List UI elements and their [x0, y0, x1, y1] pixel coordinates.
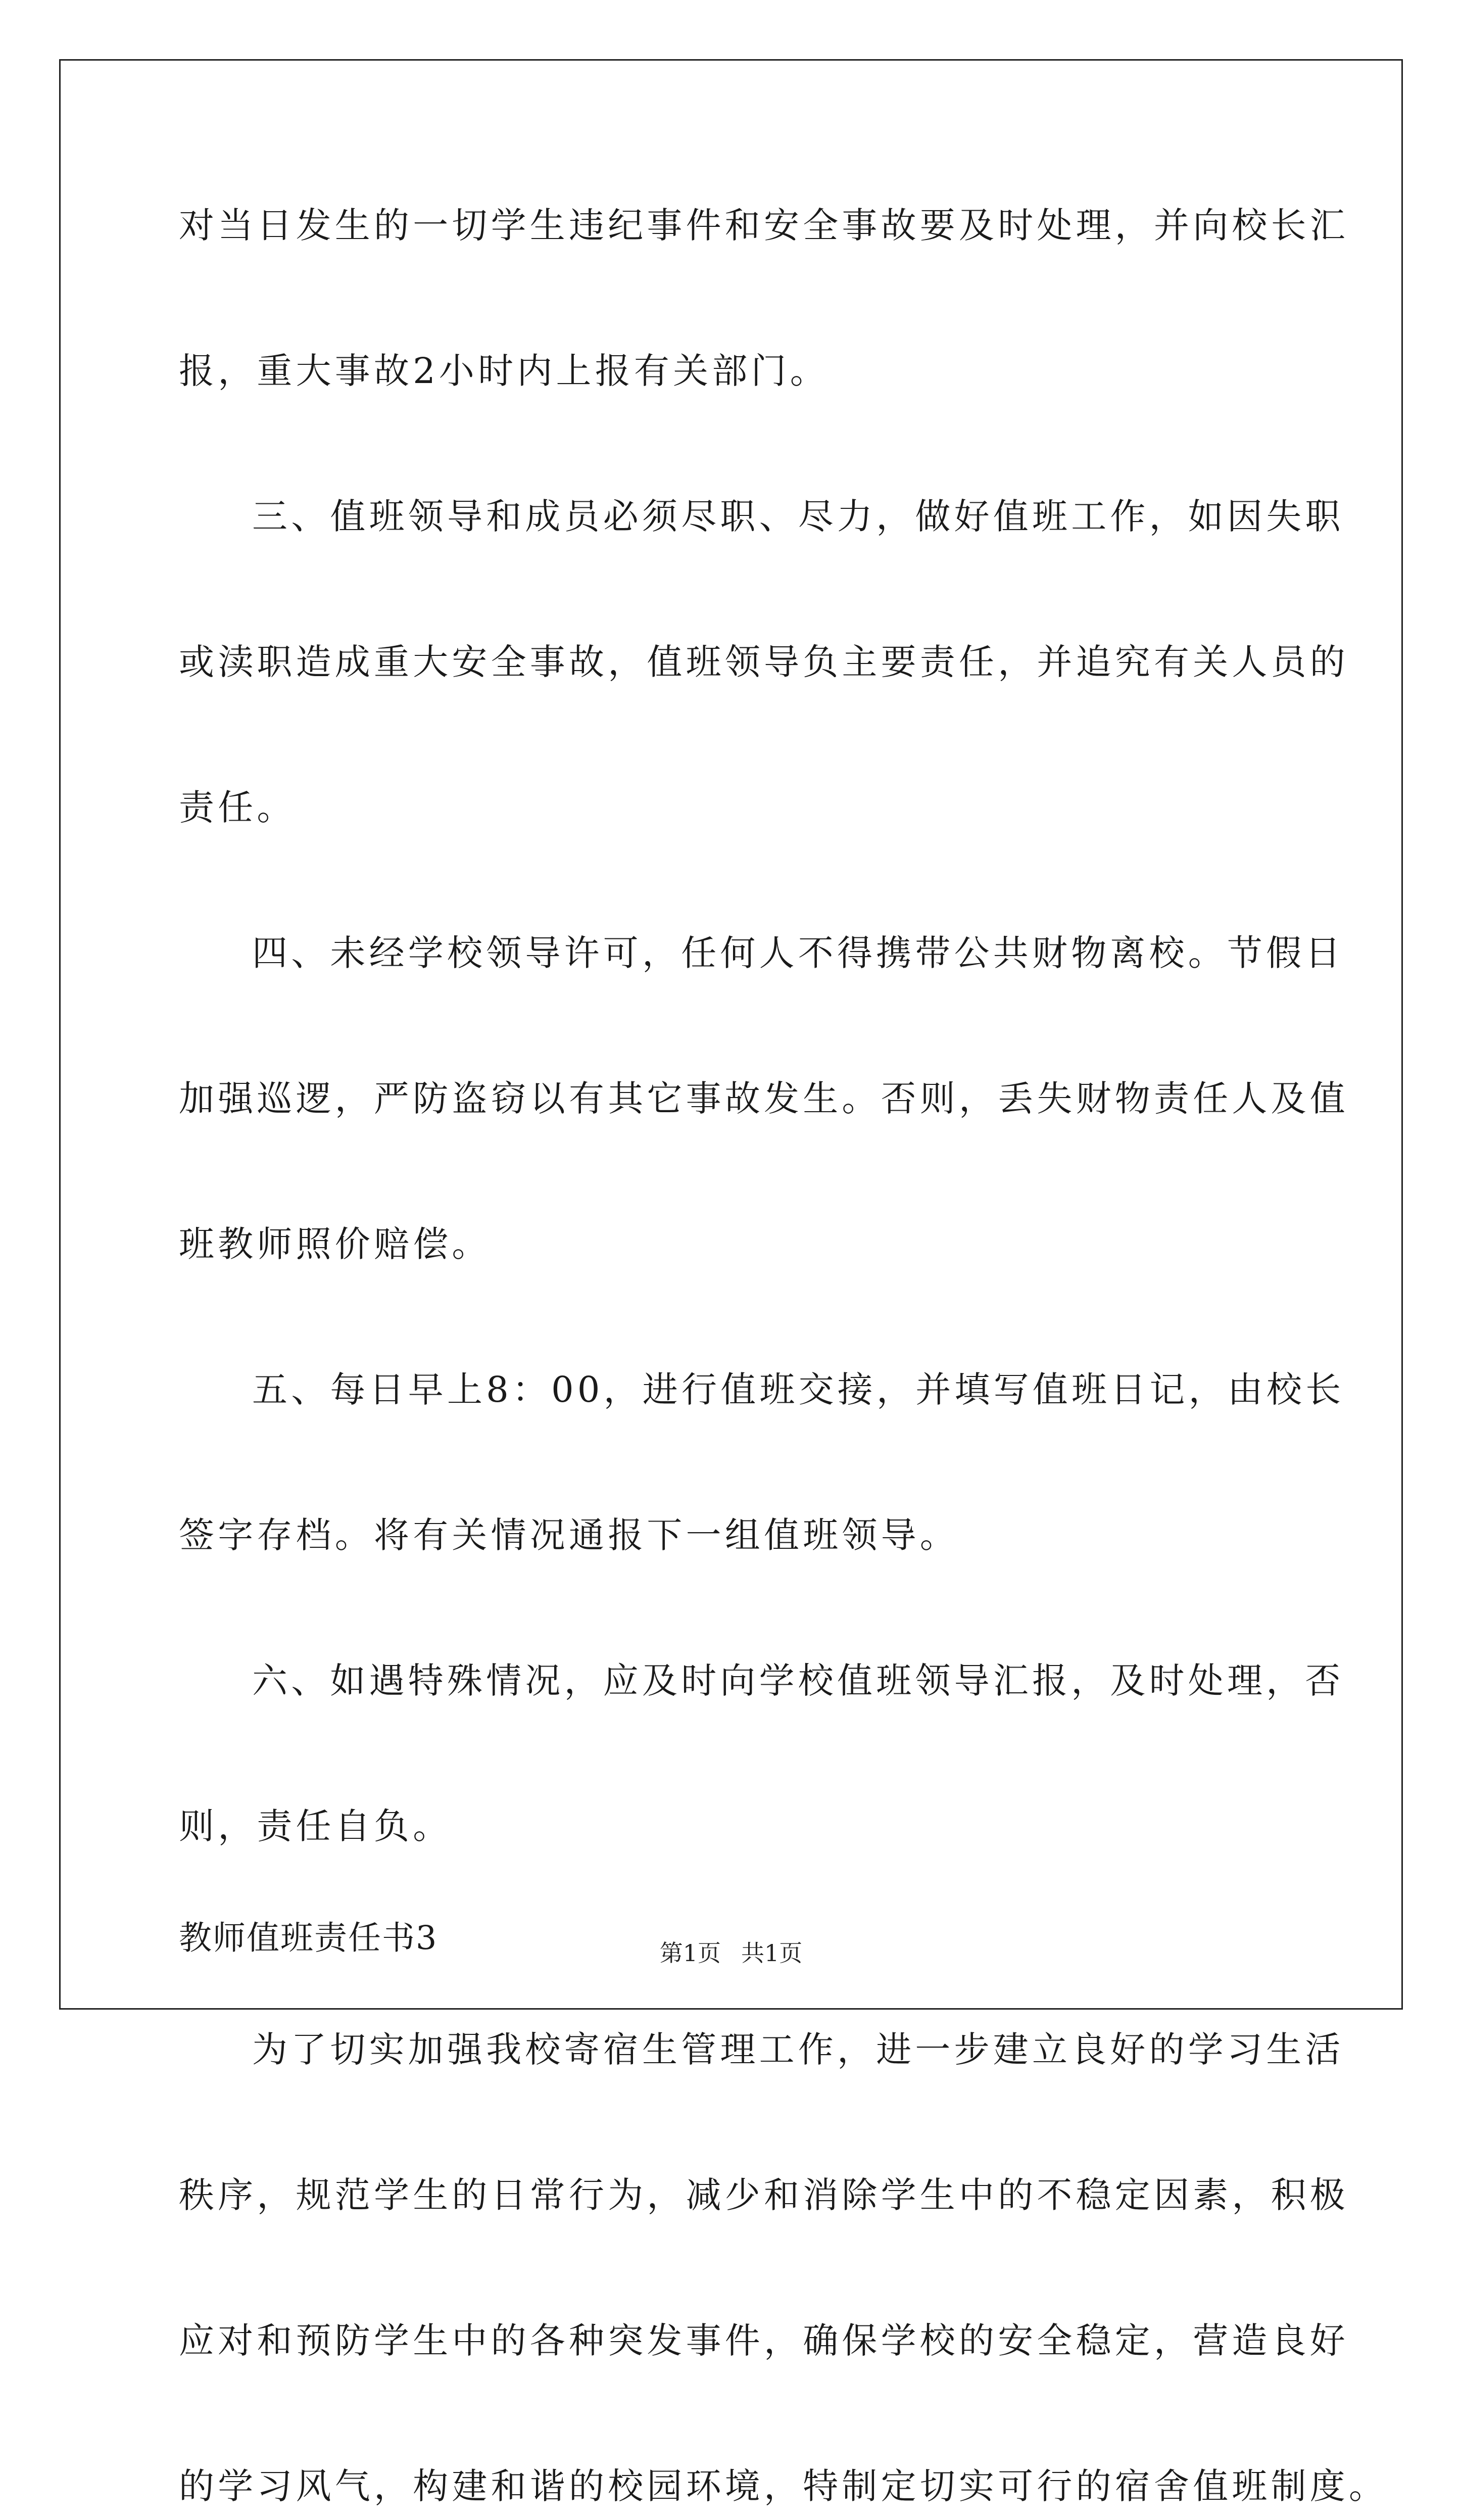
text-line: 签字存档。将有关情况通报下一组值班领导。: [179, 1514, 959, 1556]
paragraph: [179, 483, 1349, 841]
text-line: 六、如遇特殊情况，应及时向学校值班领导汇报，及时处理，否: [252, 1660, 1344, 1701]
page-footer: [0, 1938, 1462, 1968]
text-line: 则，责任自负。: [179, 1805, 452, 1847]
text-line: 加强巡逻，严防盗窃以有其它事故发生。否则，丢失财物责任人及值: [179, 1078, 1349, 1119]
text-line: 五、每日早上8：00，进行值班交接，并填写值班日记，由校长: [252, 1369, 1345, 1410]
text-line: 责任。: [179, 787, 296, 828]
text-line: 三、值班领导和成员必须尽职、尽力，做好值班工作，如因失职: [252, 496, 1344, 537]
paragraph: [179, 192, 1349, 405]
paragraph: [179, 920, 1349, 1278]
section-title: 教师值班责任书3: [179, 1919, 438, 1957]
document-body: [179, 192, 1388, 2520]
text-line: 的学习风气，构建和谐的校园环境，特制定切实可行的宿舍值班制度。: [179, 2465, 1388, 2507]
text-line: 或渎职造成重大安全事故，值班领导负主要责任，并追究有关人员的: [179, 641, 1349, 683]
page-number: 第1页: [659, 1939, 721, 1967]
text-line: 为了切实加强我校寄宿生管理工作，进一步建立良好的学习生活: [252, 2029, 1344, 2070]
page-total: 共1页: [741, 1939, 803, 1967]
text-line: 班教师照价赔偿。: [179, 1223, 491, 1265]
text-line: 应对和预防学生中的各种突发事件，确保学校的安全稳定，营造良好: [179, 2320, 1349, 2361]
text-line: 报，重大事故2小时内上报有关部门。: [179, 350, 829, 392]
paragraph: [179, 1356, 1345, 1569]
text-line: 对当日发生的一切学生违纪事件和安全事故要及时处理，并向校长汇: [179, 205, 1349, 246]
paragraph: [179, 2016, 1388, 2520]
paragraph: [179, 1647, 1344, 1860]
text-line: 四、未经学校领导许可，任何人不得携带公共财物离校。节假日: [252, 932, 1344, 974]
text-line: 秩序，规范学生的日常行为，减少和消除学生中的不稳定因素，积极: [179, 2174, 1349, 2216]
